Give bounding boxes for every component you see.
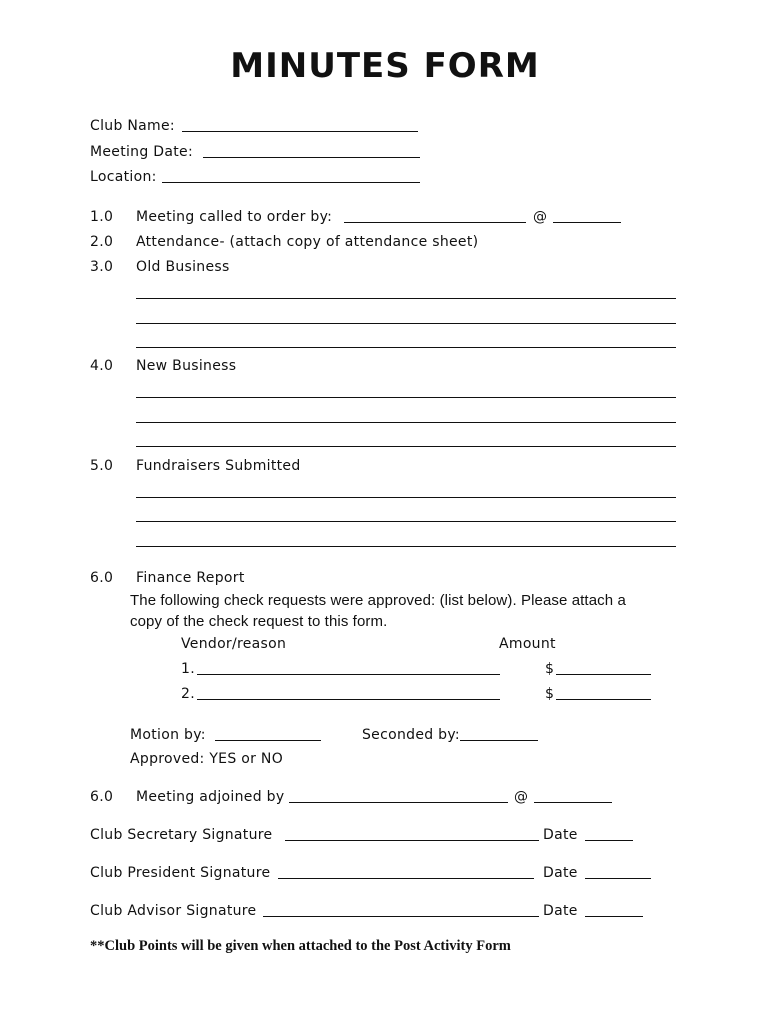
finance-note: copy of the check request to this form. — [130, 613, 388, 630]
old-business-label: Old Business — [136, 259, 230, 275]
date-label: Date — [543, 903, 578, 919]
secretary-signature-label: Club Secretary Signature — [90, 827, 273, 843]
section-number: 3.0 — [90, 259, 114, 275]
vendor-row-number: 2. — [181, 686, 195, 702]
date-label: Date — [543, 865, 578, 881]
vendor-field[interactable] — [197, 674, 500, 675]
currency-symbol: $ — [545, 686, 555, 702]
new-business-line[interactable] — [136, 446, 676, 447]
secretary-date-field[interactable] — [585, 840, 633, 841]
seconded-by-label: Seconded by: — [362, 727, 460, 743]
president-signature-field[interactable] — [278, 878, 534, 879]
section-number: 4.0 — [90, 358, 114, 374]
advisor-date-field[interactable] — [585, 916, 643, 917]
fundraisers-label: Fundraisers Submitted — [136, 458, 301, 474]
president-signature-label: Club President Signature — [90, 865, 271, 881]
at-symbol: @ — [533, 209, 548, 225]
adjourned-by-field[interactable] — [289, 802, 508, 803]
club-name-field[interactable] — [182, 131, 418, 132]
finance-report-label: Finance Report — [136, 570, 245, 586]
section-number: 2.0 — [90, 234, 114, 250]
vendor-header: Vendor/reason — [181, 636, 287, 652]
new-business-label: New Business — [136, 358, 237, 374]
footer-note: **Club Points will be given when attached to the Post Activity Form — [90, 938, 511, 954]
amount-field[interactable] — [556, 674, 651, 675]
vendor-row-number: 1. — [181, 661, 195, 677]
section-number: 1.0 — [90, 209, 114, 225]
fundraisers-line[interactable] — [136, 546, 676, 547]
vendor-field[interactable] — [197, 699, 500, 700]
new-business-line[interactable] — [136, 422, 676, 423]
attendance-label: Attendance- (attach copy of attendance sheet) — [136, 234, 479, 250]
new-business-line[interactable] — [136, 397, 676, 398]
section-number: 5.0 — [90, 458, 114, 474]
seconded-by-field[interactable] — [460, 740, 538, 741]
meeting-date-label: Meeting Date: — [90, 144, 193, 160]
location-field[interactable] — [162, 182, 420, 183]
date-label: Date — [543, 827, 578, 843]
currency-symbol: $ — [545, 661, 555, 677]
advisor-signature-label: Club Advisor Signature — [90, 903, 257, 919]
fundraisers-line[interactable] — [136, 497, 676, 498]
called-to-order-field[interactable] — [344, 222, 526, 223]
president-date-field[interactable] — [585, 878, 651, 879]
amount-header: Amount — [499, 636, 556, 652]
page-title: MINUTES FORM — [230, 46, 540, 86]
old-business-line[interactable] — [136, 347, 676, 348]
meeting-date-field[interactable] — [203, 157, 420, 158]
club-name-label: Club Name: — [90, 118, 175, 134]
finance-note: The following check requests were approved: (list below). Please attach a — [130, 592, 626, 609]
advisor-signature-field[interactable] — [263, 916, 539, 917]
adjourned-by-label: Meeting adjoined by — [136, 789, 285, 805]
old-business-line[interactable] — [136, 323, 676, 324]
old-business-line[interactable] — [136, 298, 676, 299]
approved-label: Approved: YES or NO — [130, 751, 284, 767]
adjourned-time-field[interactable] — [534, 802, 612, 803]
section-number: 6.0 — [90, 570, 114, 586]
section-number: 6.0 — [90, 789, 114, 805]
at-symbol: @ — [514, 789, 529, 805]
called-to-order-label: Meeting called to order by: — [136, 209, 333, 225]
location-label: Location: — [90, 169, 157, 185]
amount-field[interactable] — [556, 699, 651, 700]
called-to-order-time-field[interactable] — [553, 222, 621, 223]
fundraisers-line[interactable] — [136, 521, 676, 522]
motion-by-field[interactable] — [215, 740, 321, 741]
secretary-signature-field[interactable] — [285, 840, 539, 841]
motion-by-label: Motion by: — [130, 727, 206, 743]
